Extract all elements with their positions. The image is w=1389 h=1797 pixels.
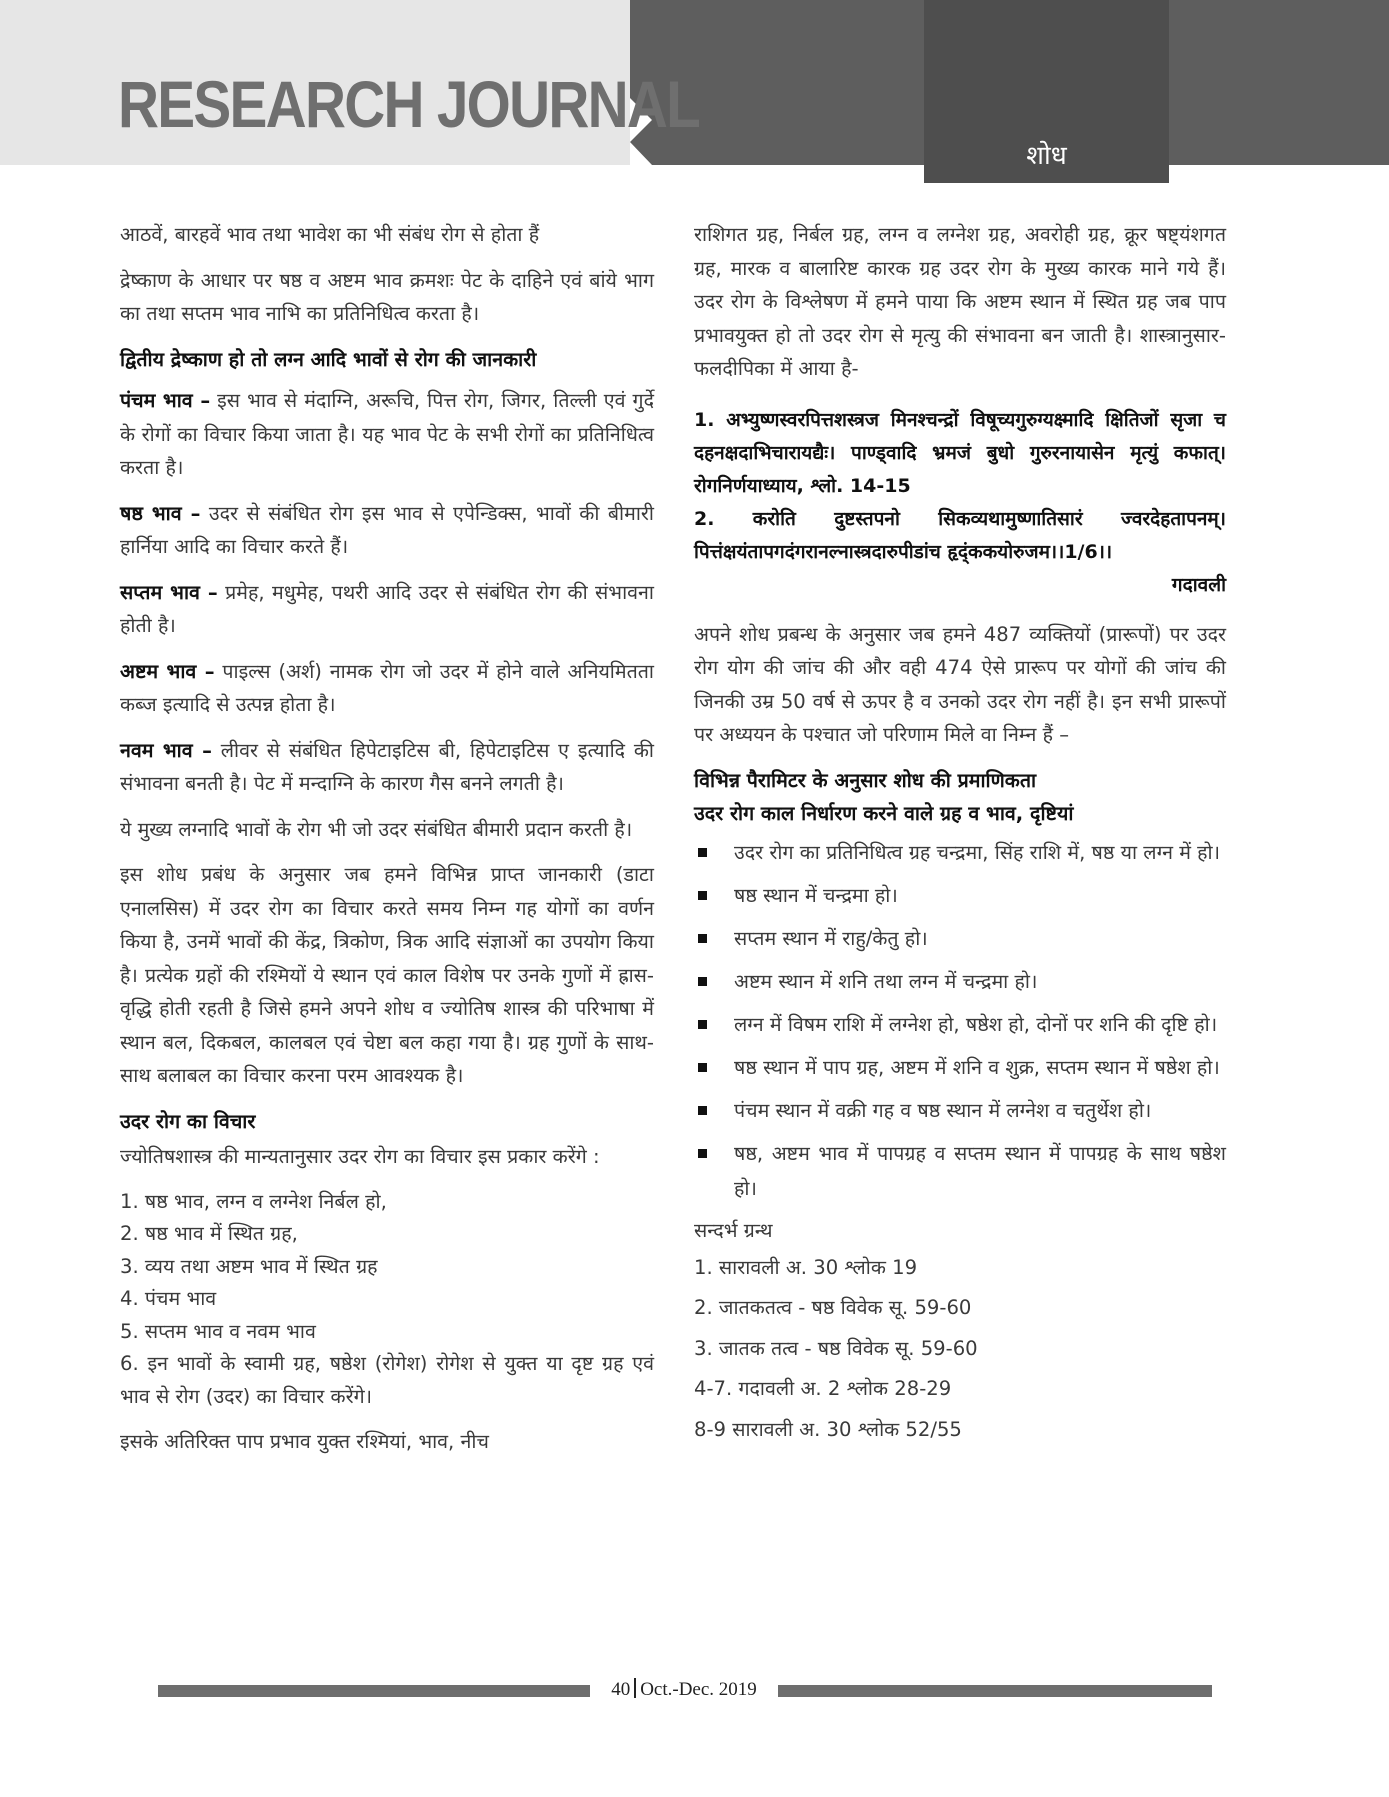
bullet-text: षष्ठ, अष्टम भाव में पापग्रह व सप्तम स्थान में पापग्रह के साथ षष्ठेश हो। — [734, 1141, 1226, 1200]
list-item: 1. षष्ठ भाव, लग्न व लग्नेश निर्बल हो, — [120, 1189, 387, 1213]
bullet-text: लग्न में विषम राशि में लग्नेश हो, षष्ठेश हो, दोनों पर शनि की दृष्टि हो। — [734, 1012, 1218, 1036]
sloka-1: 1. अभ्युष्णस्वरपित्तशस्त्रज मिनश्चन्द्रों विषूच्यगुरुग्यक्ष्मादि क्षितिजों सृजा च दहनक्षदाभिचारायद्यैः। पाण्ड्वादि भ्रमजं बुधो गुरुरनायासेन मृत्युं कफात्। रोगनिर्णयाध्याय, श्लो. 14-15 — [694, 408, 1226, 497]
bhav-item — [120, 734, 654, 801]
section-heading: उदर रोग काल निर्धारण करने वाले ग्रह व भाव, दृष्टियां — [694, 802, 1074, 825]
bhav-label: अष्टम भाव – — [120, 659, 215, 683]
bhav-item — [120, 655, 654, 722]
bullet-item — [694, 1050, 1226, 1085]
bhav-text: पाइल्स (अर्श) नामक रोग जो उदर में होने वाले अनियमितता कब्ज इत्यादि से उत्पन्न होता है। — [120, 659, 655, 716]
list-item: 6. इन भावों के स्वामी ग्रह, षष्ठेश (रोगेश) रोगेश से युक्त या दृष्ट ग्रह एवं भाव से रोग (उदर) का विचार करेंगे। — [120, 1352, 654, 1408]
bullet-text: षष्ठ स्थान में पाप ग्रह, अष्टम में शनि व शुक्र, सप्तम स्थान में षष्ठेश हो। — [734, 1055, 1220, 1079]
bullet-item — [694, 1093, 1226, 1128]
bhav-text: उदर से संबंधित रोग इस भाव से एपेन्डिक्स, भावों की बीमारी हार्निया आदि का विचार करते हैं। — [120, 501, 654, 558]
bullet-text: पंचम स्थान में वक्री गह व षष्ठ स्थान में लग्नेश व चतुर्थेश हो। — [734, 1098, 1152, 1122]
bullet-square-icon — [698, 891, 707, 900]
bullet-text: षष्ठ स्थान में चन्द्रमा हो। — [734, 883, 898, 907]
list-item: 3. व्यय तथा अष्टम भाव में स्थित ग्रह — [120, 1254, 378, 1278]
bullet-text: उदर रोग का प्रतिनिधित्व ग्रह चन्द्रमा, सिंह राशि में, षष्ठ या लग्न में हो। — [734, 840, 1221, 864]
section-heading: उदर रोग का विचार — [120, 1109, 256, 1133]
left-column — [120, 218, 654, 1471]
paragraph: द्रेष्काण के आधार पर षष्ठ व अष्टम भाव क्रमशः पेट के दाहिने एवं बांये भाग का तथा सप्तम भाव नाभि का प्रतिनिधित्व करता है। — [120, 268, 654, 325]
bhav-item — [120, 497, 654, 564]
sloka-source: गदावली — [1171, 573, 1226, 596]
section-label: शोध — [1026, 141, 1067, 171]
bullet-item — [694, 835, 1226, 870]
section-heading: द्वितीय द्रेष्काण हो तो लग्न आदि भावों से रोग की जानकारी — [120, 347, 537, 371]
paragraph: इसके अतिरिक्त पाप प्रभाव युक्त रश्मियां, भाव, नीच — [120, 1430, 489, 1453]
references-heading: सन्दर्भ ग्रन्थ — [694, 1218, 773, 1242]
bullet-item — [694, 964, 1226, 999]
paragraph: इस शोध प्रबंध के अनुसार जब हमने विभिन्न प्राप्त जानकारी (डाटा एनालसिस) में उदर रोग का विचार करते समय निम्न गह योगों का वर्णन किया है, उनमें भावों की केंद्र, त्रिकोण, त्रिक आदि संज्ञाओं का उपयोग किया है। प्रत्येक ग्रहों की रश्मियों ये स्थान एवं काल विशेष पर उनके गुणों में ह्रास-वृद्धि होती रहती है जिसे हमने अपने शोध व ज्योतिष शास्त्र की परिभाषा में स्थान बल, दिकबल, कालबल एवं चेष्टा बल कहा गया है। ग्रह गुणों के साथ-साथ बलाबल का विचार करना परम आवश्यक है। — [120, 863, 654, 1087]
footer-separator — [634, 1678, 636, 1698]
reference-item: 3. जातक तत्व - षष्ठ विवेक सू. 59-60 — [694, 1336, 978, 1360]
reference-item: 4-7. गदावली अ. 2 श्लोक 28-29 — [694, 1377, 952, 1400]
bullet-list — [694, 835, 1226, 1206]
page-footer — [596, 1678, 772, 1701]
page-number: 40 — [611, 1679, 631, 1700]
bullet-square-icon — [698, 1106, 707, 1115]
journal-title: RESEARCH JOURNAL — [118, 67, 700, 141]
bhav-label: सप्तम भाव – — [120, 580, 218, 604]
paragraph: ज्योतिषशास्त्र की मान्यतानुसार उदर रोग का विचार इस प्रकार करेंगे : — [120, 1145, 600, 1168]
bullet-item — [694, 921, 1226, 956]
bullet-square-icon — [698, 977, 707, 986]
bullet-square-icon — [698, 1149, 707, 1158]
bullet-item — [694, 1136, 1226, 1206]
reference-item: 8-9 सारावली अ. 30 श्लोक 52/55 — [694, 1417, 962, 1441]
bhav-text: इस भाव से मंदाग्नि, अरूचि, पित्त रोग, जिगर, तिल्ली एवं गुर्दे के रोगों का विचार किया जाता है। यह भाव पेट के सभी रोगों का प्रतिनिधित्व करता है। — [120, 389, 654, 479]
numbered-list — [120, 1186, 654, 1414]
list-item: 5. सप्तम भाव व नवम भाव — [120, 1319, 316, 1343]
bhav-label: पंचम भाव – — [120, 389, 211, 412]
paragraph: राशिगत ग्रह, निर्बल ग्रह, लग्न व लग्नेश ग्रह, अवरोही ग्रह, क्रूर षष्ट्यंशगत ग्रह, मारक व बालारिष्ट कारक ग्रह उदर रोग के मुख्य कारक माने गये हैं। उदर रोग के विश्लेषण में हमने पाया कि अष्टम स्थान में स्थित ग्रह जब पाप प्रभावयुक्त हो तो उदर रोग से मृत्यु की संभावना बन जाती है। शास्त्रानुसार- फलदीपिका में आया है- — [694, 223, 1226, 380]
section-heading: विभिन्न पैरामिटर के अनुसार शोध की प्रमाणिकता — [694, 768, 1037, 792]
paragraph: आठवें, बारहवें भाव तथा भावेश का भी संबंध रोग से होता हैं — [120, 223, 540, 246]
reference-item: 1. सारावली अ. 30 श्लोक 19 — [694, 1255, 918, 1279]
bullet-square-icon — [698, 1063, 707, 1072]
bhav-item — [120, 576, 654, 643]
footer-rule-right — [778, 1685, 1212, 1697]
bhav-item — [120, 384, 654, 485]
section-tab — [924, 0, 1169, 183]
bullet-square-icon — [698, 934, 707, 943]
bhav-label: नवम भाव – — [120, 738, 212, 762]
bullet-text: सप्तम स्थान में राहु/केतु हो। — [734, 926, 928, 950]
right-column — [694, 218, 1226, 1450]
references-list — [694, 1248, 1226, 1451]
reference-item: 2. जातकतत्व - षष्ठ विवेक सू. 59-60 — [694, 1296, 972, 1319]
bhav-label: षष्ठ भाव – — [120, 501, 201, 525]
list-item: 2. षष्ठ भाव में स्थित ग्रह, — [120, 1222, 298, 1245]
list-item: 4. पंचम भाव — [120, 1287, 217, 1310]
issue-date: Oct.-Dec. 2019 — [640, 1679, 757, 1700]
paragraph: अपने शोध प्रबन्ध के अनुसार जब हमने 487 व्यक्तियों (प्रारूपों) पर उदर रोग योग की जांच की और वही 474 ऐसे प्रारूप पर योगों की जांच की जिनकी उम्र 50 वर्ष से ऊपर है व उनको उदर रोग नहीं है। इन सभी प्रारूपों पर अध्ययन के पश्चात जो परिणाम मिले वा निम्न हैं – — [694, 622, 1226, 746]
bhav-text: प्रमेह, मधुमेह, पथरी आदि उदर से संबंधित रोग की संभावना होती है। — [120, 580, 654, 637]
bullet-text: अष्टम स्थान में शनि तथा लग्न में चन्द्रमा हो। — [734, 969, 1038, 993]
paragraph: ये मुख्य लग्नादि भावों के रोग भी जो उदर संबंधित बीमारी प्रदान करती है। — [120, 817, 633, 841]
bullet-square-icon — [698, 848, 707, 857]
sloka-2: 2. करोति दुष्टस्तपनो सिकव्यथामुष्णातिसारं ज्वरदेहतापनम्। पित्तंक्षयंतापगदंगरानल्नास्त्रदारुपीडांच हृद्ंककयोरुजम।।1/6।। — [694, 507, 1226, 563]
footer-rule-left — [158, 1685, 590, 1697]
bullet-item — [694, 1007, 1226, 1042]
bullet-square-icon — [698, 1020, 707, 1029]
bhav-text: लीवर से संबंधित हिपेटाइटिस बी, हिपेटाइटिस ए इत्यादि की संभावना बनती है। पेट में मन्दाग्नि के कारण गैस बनने लगती है। — [120, 738, 654, 795]
bullet-item — [694, 878, 1226, 913]
